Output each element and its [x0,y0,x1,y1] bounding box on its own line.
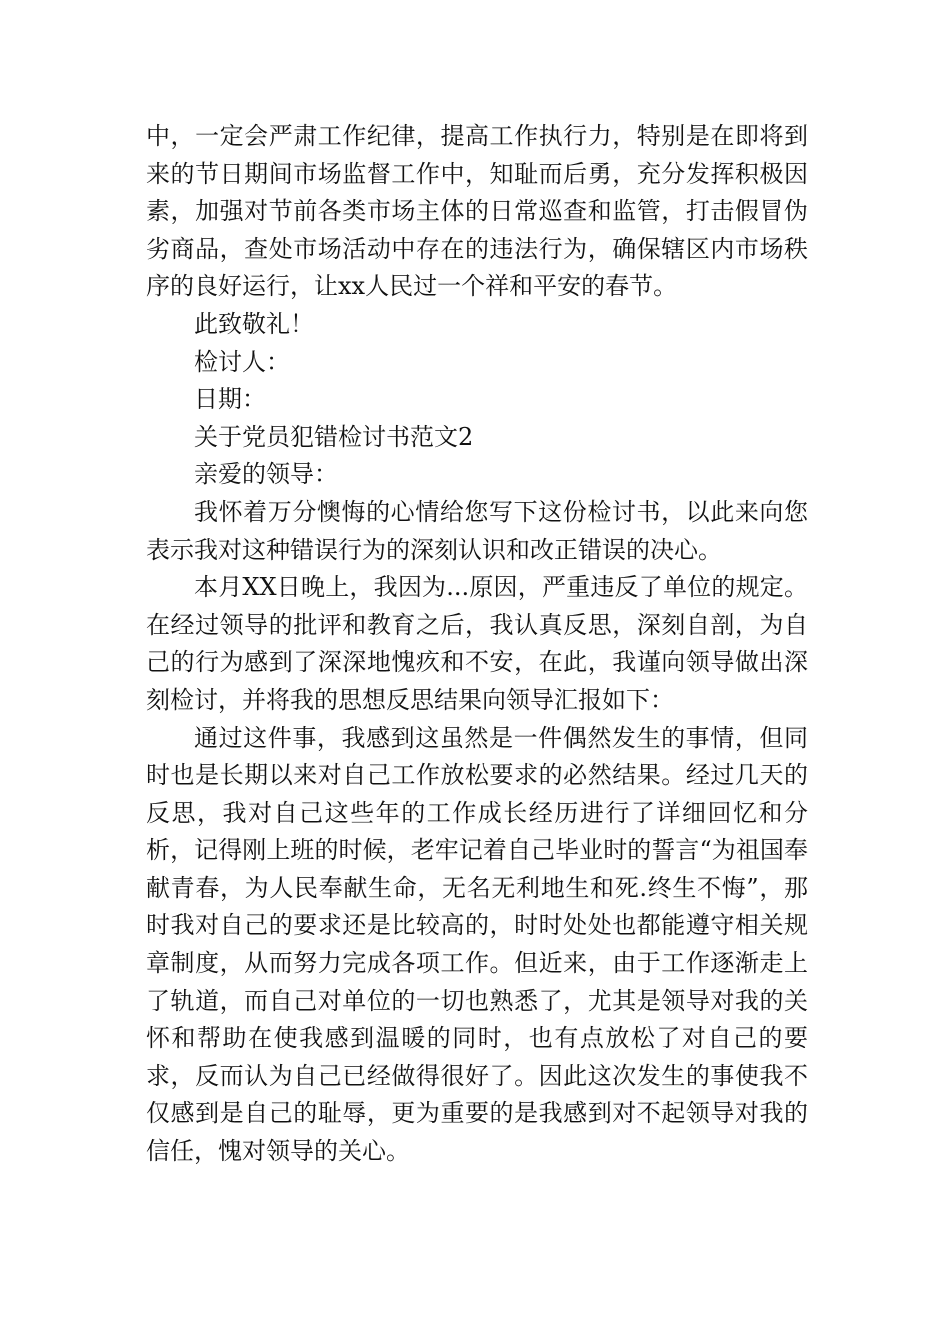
greeting: 亲爱的领导： [194,460,338,489]
date-line: 日期： [194,385,266,414]
section-title: 关于党员犯错检讨书范文2 [194,422,474,451]
document-body [146,118,808,1171]
paragraph: 通过这件事，我感到这虽然是一件偶然发生的事情，但同时也是长期以来对自己工作放松要求的必然结果。经过几天的反思，我对自己这些年的工作成长经历进行了详细回忆和分析，记得刚上班的时候，老牢记着自己毕业时的誓言“为祖国奉献青春，为人民奉献生命，无名无利地生和死.终生不悔”，那时我对自己的要求还是比较高的，时时处处也都能遵守相关规章制度，从而努力完成各项工作。但近来，由于工作逐渐走上了轨道，而自己对单位的一切也熟悉了，尤其是领导对我的关怀和帮助在使我感到温暖的同时，也有点放松了对自己的要求，反而认为自己已经做得很好了。因此这次发生的事使我不仅感到是自己的耻辱，更为重要的是我感到对不起领导对我的信任，愧对领导的关心。 [146,723,808,1166]
signature-line: 检讨人： [194,347,290,376]
closing-salutation: 此致敬礼！ [194,309,314,338]
paragraph: 本月XX日晚上，我因为...原因，严重违反了单位的规定。在经过领导的批评和教育之后，我认真反思，深刻自剖，为自己的行为感到了深深地愧疚和不安，在此，我谨向领导做出深刻检讨，并将我的思想反思结果向领导汇报如下： [146,573,808,714]
paragraph-continuation: 中，一定会严肃工作纪律，提高工作执行力，特别是在即将到来的节日期间市场监督工作中，知耻而后勇，充分发挥积极因素，加强对节前各类市场主体的日常巡查和监管，打击假冒伪劣商品，查处市场活动中存在的违法行为，确保辖区内市场秩序的良好运行，让xx人民过一个祥和平安的春节。 [146,122,808,301]
paragraph: 我怀着万分懊悔的心情给您写下这份检讨书，以此来向您表示我对这种错误行为的深刻认识和改正错误的决心。 [146,497,808,564]
